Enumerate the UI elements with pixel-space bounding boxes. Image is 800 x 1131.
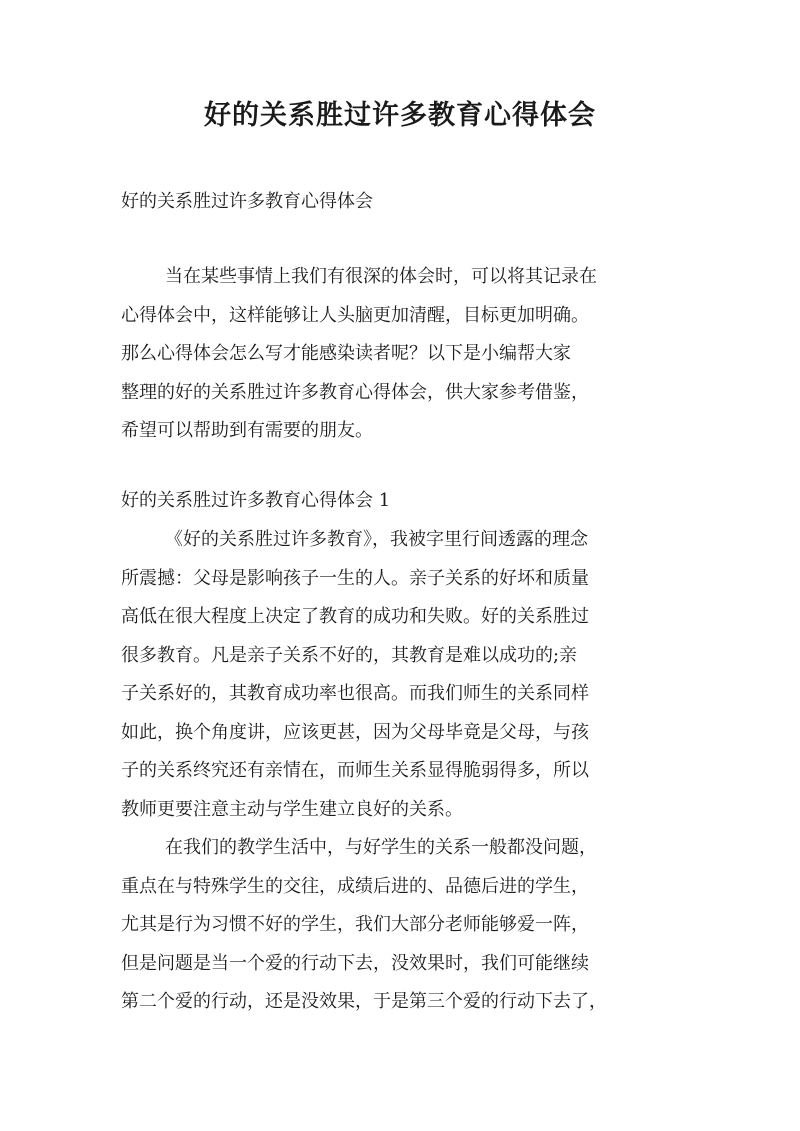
paragraph-line: 尤其是行为习惯不好的学生，我们大部分老师能够爱一阵， <box>121 914 589 935</box>
paragraph-line: 子关系好的，其教育成功率也很高。而我们师生的关系同样 <box>121 683 589 704</box>
paragraph-line: 高低在很大程度上决定了教育的成功和失败。好的关系胜过 <box>121 606 589 627</box>
section-heading: 好的关系胜过许多教育心得体会 1 <box>121 490 391 511</box>
document-title: 好的关系胜过许多教育心得体会 <box>204 100 596 131</box>
paragraph-line: 所震撼：父母是影响孩子一生的人。亲子关系的好坏和质量 <box>121 567 589 589</box>
document-subtitle: 好的关系胜过许多教育心得体会 <box>121 191 373 212</box>
paragraph-line: 如此，换个角度讲，应该更甚，因为父母毕竟是父母，与孩 <box>121 721 589 743</box>
paragraph-line: 很多教育。凡是亲子关系不好的，其教育是难以成功的;亲 <box>121 644 578 666</box>
paragraph-line: 教师更要注意主动与学生建立良好的关系。 <box>121 798 463 820</box>
paragraph-line: 心得体会中，这样能够让人头脑更加清醒，目标更加明确。 <box>121 304 589 326</box>
paragraph-line: 《好的关系胜过许多教育》，我被字里行间透露的理念 <box>165 529 588 550</box>
paragraph-line: 整理的好的关系胜过许多教育心得体会，供大家参考借鉴， <box>121 381 589 403</box>
paragraph-line: 第二个爱的行动，还是没效果，于是第三个爱的行动下去了， <box>121 991 607 1012</box>
paragraph-line: 但是问题是当一个爱的行动下去，没效果时，我们可能继续 <box>121 952 589 974</box>
paragraph-line: 在我们的教学生活中，与好学生的关系一般都没问题， <box>165 837 597 858</box>
intro-paragraph <box>121 258 689 451</box>
paragraph-line: 希望可以帮助到有需要的朋友。 <box>121 420 373 441</box>
paragraph-line: 那么心得体会怎么写才能感染读者呢？以下是小编帮大家 <box>121 343 571 364</box>
paragraph-line: 当在某些事情上我们有很深的体会时，可以将其记录在 <box>165 266 597 287</box>
section-body <box>121 521 689 1022</box>
paragraph-line: 子的关系终究还有亲情在，而师生关系显得脆弱得多，所以 <box>121 760 589 781</box>
paragraph-line: 重点在与特殊学生的交往，成绩后进的、品德后进的学生， <box>121 875 589 897</box>
